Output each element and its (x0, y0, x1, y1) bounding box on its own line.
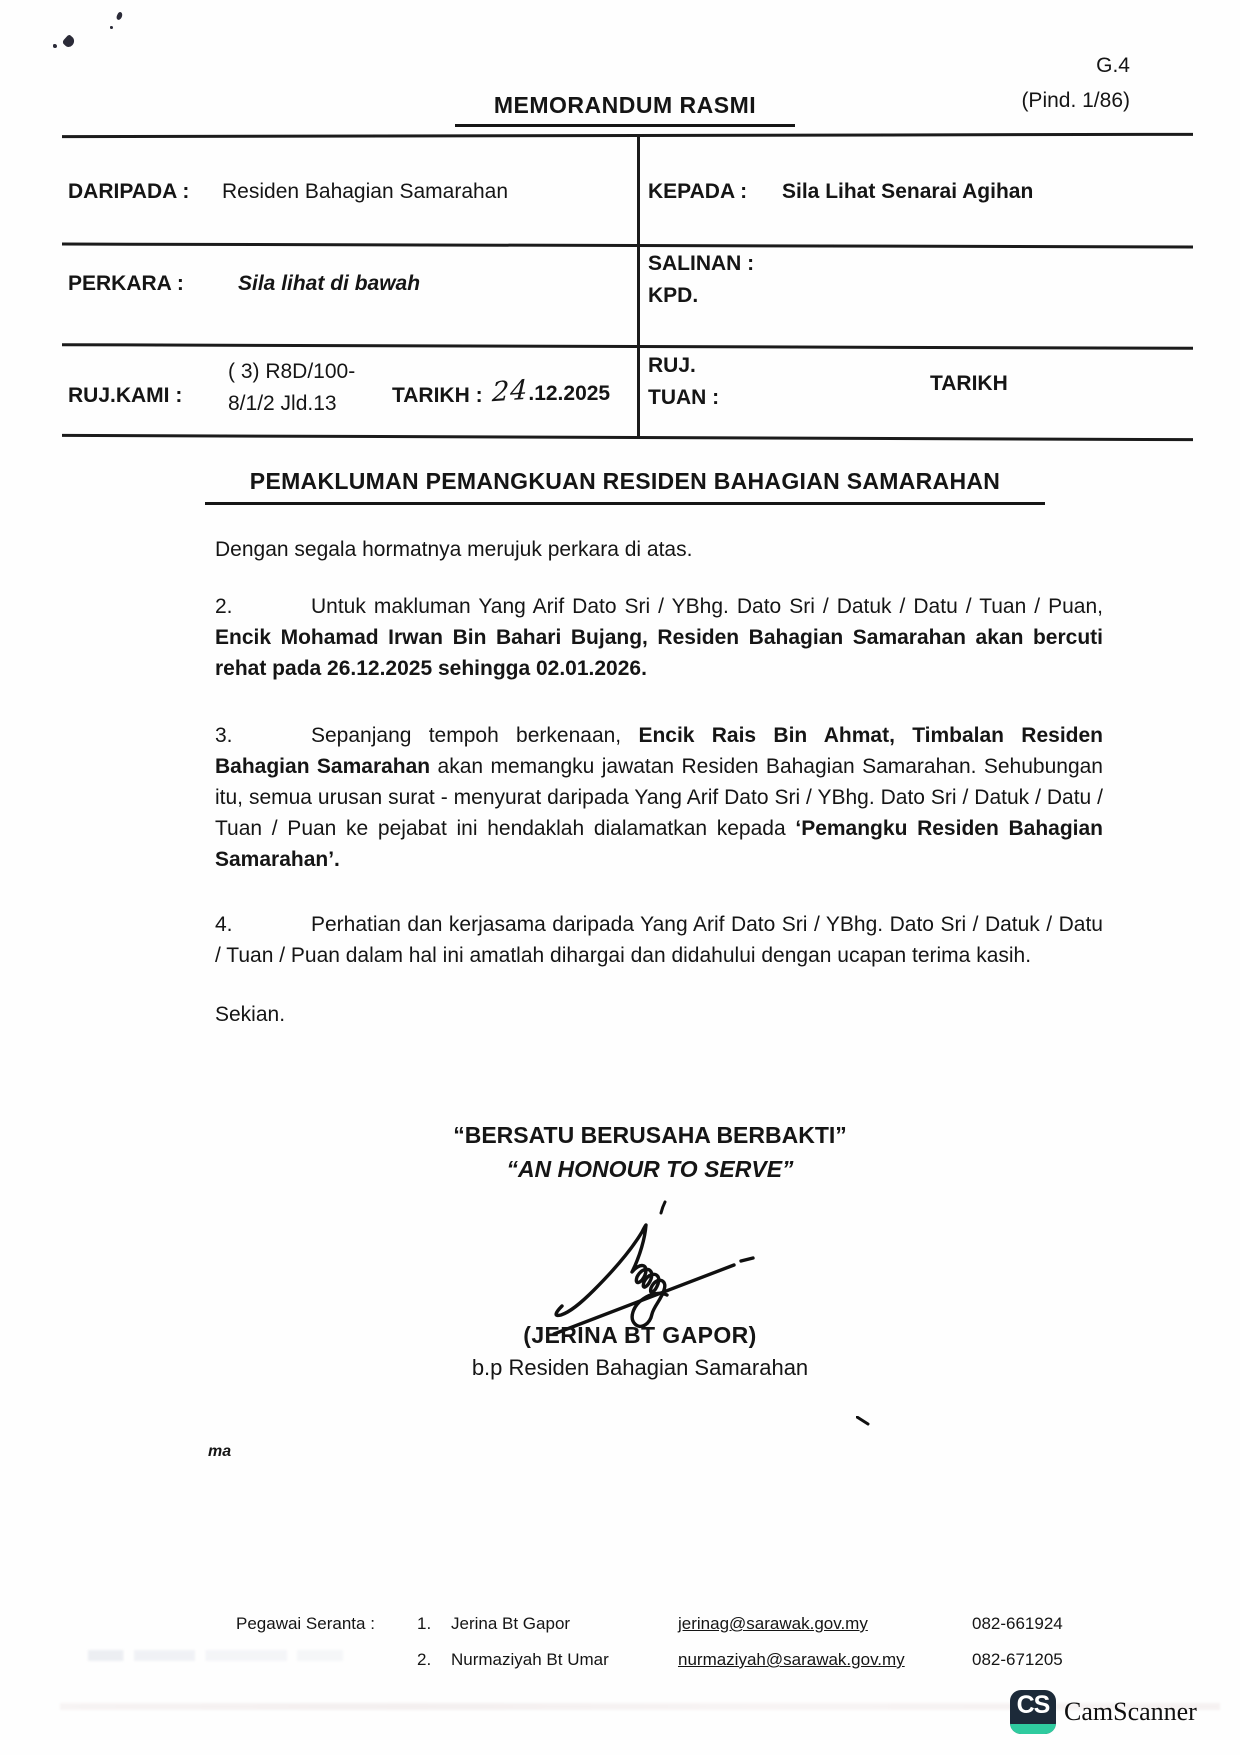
paragraph-text: Encik Mohamad Irwan Bin Bahari Bujang, Residen Bahagian Samarahan akan bercuti rehat pada 26.12.2025 sehingga 02.01.2026. (215, 626, 1103, 680)
contact-name: Nurmaziyah Bt Umar (451, 1650, 609, 1669)
subject-heading: PEMAKLUMAN PEMANGKUAN RESIDEN BAHAGIAN SAMARAHAN (205, 468, 1045, 505)
contact-row (0, 1614, 1240, 1638)
ruj-kami-ref-line2: 8/1/2 Jld.13 (228, 392, 337, 415)
signature (548, 1220, 758, 1338)
motto-line2: “AN HONOUR TO SERVE” (506, 1156, 794, 1182)
contact-email: jerinag@sarawak.gov.my (678, 1614, 868, 1633)
paragraph-number: 2. (215, 595, 233, 618)
table-border-top (62, 133, 1193, 138)
paragraph-text: Perhatian dan kerjasama daripada Yang Arif Dato Sri / YBhg. Dato Sri / Datuk / Datu / Tuan / Puan dalam hal ini amatlah dihargai dan didahului dengan ucapan terima kasih. (215, 913, 1103, 967)
table-border-row2 (62, 343, 1193, 350)
paragraph-number: 3. (215, 724, 233, 747)
table-border-row1 (62, 243, 1193, 249)
typist-initials: ma (208, 1443, 232, 1460)
ruj-kami-ref-line1: ( 3) R8D/100- (228, 360, 356, 383)
tarikh-right-label: TARIKH (930, 372, 1008, 395)
footer-label: Pegawai Seranta : (236, 1614, 375, 1633)
camscanner-icon (1010, 1690, 1056, 1734)
salinan-label: SALINAN : (648, 252, 755, 275)
ink-speck (53, 44, 57, 48)
camscanner-icon-accent (1010, 1724, 1056, 1734)
contact-phone: 082-671205 (972, 1650, 1063, 1669)
camscanner-initials: CS (1016, 1691, 1050, 1719)
ink-speck (116, 11, 124, 20)
ruj-kami-label: RUJ.KAMI : (68, 384, 183, 407)
contact-phone: 082-661924 (972, 1614, 1063, 1633)
scan-smudge (88, 1650, 343, 1661)
paragraph-text: Untuk makluman Yang Arif Dato Sri / YBhg. Dato Sri / Datuk / Datu / Tuan / Puan, (311, 595, 1103, 618)
paragraph-text: akan memangku jawatan Residen Bahagian Samarahan. Sehubungan itu, semua urusan surat - menyurat daripada Yang Arif Dato Sri / YBhg. Dato Sri / Datuk / Datu / Tuan / Puan ke pejabat ini hendaklah dialamatkan kepada (215, 755, 1103, 840)
paragraph (215, 720, 1103, 875)
paragraph-number: 4. (215, 913, 233, 936)
ink-speck (110, 26, 113, 29)
contact-number: 1. (417, 1614, 432, 1633)
tarikh-value (491, 374, 611, 409)
body-paragraphs (215, 534, 1103, 1030)
perkara-value: Sila lihat di bawah (238, 272, 421, 295)
contact-name: Jerina Bt Gapor (451, 1614, 571, 1633)
paragraph (215, 591, 1103, 684)
tarikh-label: TARIKH : (392, 384, 483, 407)
kepada-value: Sila Lihat Senarai Agihan (782, 180, 1034, 203)
form-code: G.4 (1096, 54, 1130, 77)
tarikh-rest: .12.2025 (528, 382, 611, 405)
table-divider (637, 135, 640, 437)
daripada-label: DARIPADA : (68, 180, 190, 203)
paragraph (215, 534, 1103, 565)
table-border-bottom (62, 434, 1193, 441)
camscanner-wordmark: CamScanner (1064, 1697, 1197, 1726)
paragraph-text: Dengan segala hormatnya merujuk perkara di atas. (215, 538, 693, 561)
contact-number: 2. (417, 1650, 432, 1669)
closing-word: Sekian. (215, 1003, 286, 1026)
contact-email: nurmaziyah@sarawak.gov.my (678, 1650, 905, 1669)
document-title: MEMORANDUM RASMI (455, 92, 795, 127)
daripada-value: Residen Bahagian Samarahan (222, 180, 509, 203)
signatory-capacity: b.p Residen Bahagian Samarahan (471, 1355, 809, 1380)
signatory-name: (JERINA BT GAPOR) (523, 1322, 757, 1348)
paragraph-text: ‘Pemangku Residen Bahagian Samarahan’. (215, 817, 1103, 871)
pen-mark (655, 1200, 675, 1216)
paragraph (215, 909, 1103, 971)
perkara-label: PERKARA : (68, 272, 184, 295)
ink-speck (62, 34, 77, 49)
ruj-tuan-line2: TUAN : (648, 386, 720, 409)
ruj-tuan-line1: RUJ. (648, 354, 696, 377)
salinan-kpd-label: KPD. (648, 284, 699, 307)
paragraph-text: Sepanjang tempoh berkenaan, (311, 724, 639, 747)
kepada-label: KEPADA : (648, 180, 748, 203)
form-revision: (Pind. 1/86) (1021, 89, 1130, 112)
paragraph-text: Encik Rais Bin Ahmat, Timbalan Residen Bahagian Samarahan (215, 724, 1103, 778)
tarikh-day-handwritten: 24 (491, 374, 529, 409)
pen-tick-mark (856, 1416, 870, 1426)
motto-line1: “BERSATU BERUSAHA BERBAKTI” (453, 1122, 847, 1148)
